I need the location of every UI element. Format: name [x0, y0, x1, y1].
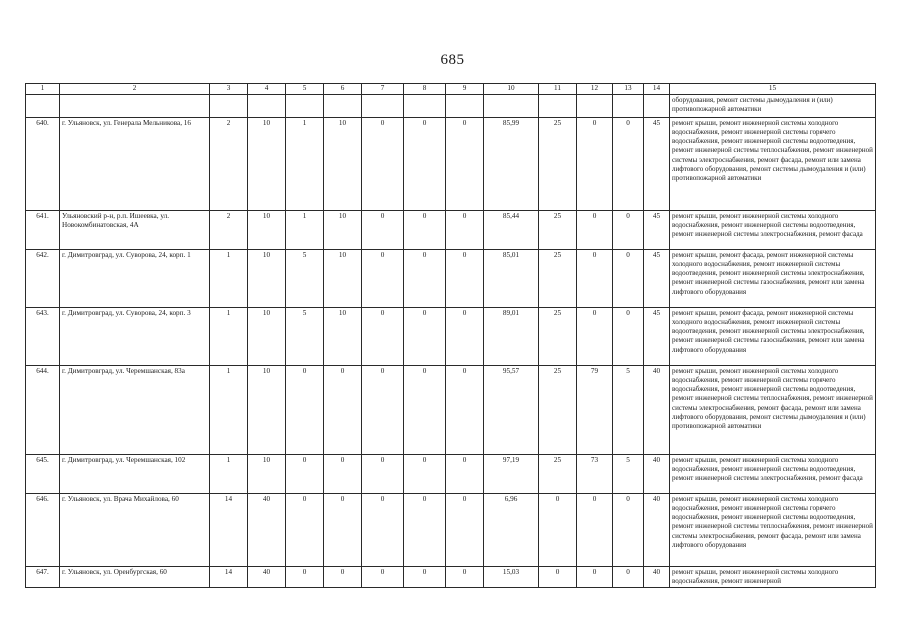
address: г. Ульяновск, ул. Оренбургская, 60 — [60, 566, 210, 588]
row-number: 645. — [26, 454, 60, 493]
column-number: 14 — [644, 84, 670, 95]
value-cell: 0 — [613, 493, 644, 566]
value-cell: 97,19 — [484, 454, 539, 493]
value-cell: 1 — [210, 365, 248, 454]
value-cell: 0 — [613, 307, 644, 365]
value-cell: 25 — [539, 307, 577, 365]
page-number: 685 — [440, 52, 465, 68]
column-number: 15 — [670, 84, 876, 95]
value-cell: 85,44 — [484, 210, 539, 249]
value-cell: 0 — [577, 493, 613, 566]
table-row — [26, 307, 876, 365]
value-cell: 0 — [362, 493, 404, 566]
value-cell: 0 — [286, 454, 324, 493]
row-number: 642. — [26, 249, 60, 307]
column-number: 12 — [577, 84, 613, 95]
row-number: 644. — [26, 365, 60, 454]
value-cell: 95,57 — [484, 365, 539, 454]
value-cell: 0 — [539, 493, 577, 566]
column-number: 4 — [248, 84, 286, 95]
value-cell: 10 — [324, 307, 362, 365]
column-number: 8 — [404, 84, 446, 95]
value-cell: 25 — [539, 365, 577, 454]
table-row — [26, 454, 876, 493]
value-cell: 40 — [644, 566, 670, 588]
value-cell: 0 — [404, 454, 446, 493]
column-number: 10 — [484, 84, 539, 95]
value-cell: 0 — [577, 249, 613, 307]
value-cell: 1 — [210, 307, 248, 365]
column-number: 1 — [26, 84, 60, 95]
value-cell: 0 — [286, 566, 324, 588]
works-list: ремонт крыши, ремонт инженерной системы холодного водоснабжения, ремонт инженерной — [670, 566, 876, 588]
value-cell: 40 — [248, 566, 286, 588]
value-cell: 5 — [613, 365, 644, 454]
address: г. Димитровград, ул. Черемшанская, 102 — [60, 454, 210, 493]
value-cell: 5 — [613, 454, 644, 493]
value-cell: 14 — [210, 566, 248, 588]
table-row — [26, 249, 876, 307]
value-cell: 0 — [362, 454, 404, 493]
value-cell: 0 — [613, 117, 644, 210]
address: г. Димитровград, ул. Черемшанская, 83а — [60, 365, 210, 454]
value-cell: 25 — [539, 249, 577, 307]
value-cell: 89,01 — [484, 307, 539, 365]
value-cell: 0 — [539, 566, 577, 588]
value-cell: 10 — [248, 210, 286, 249]
value-cell: 10 — [248, 117, 286, 210]
value-cell: 0 — [404, 365, 446, 454]
value-cell: 0 — [446, 566, 484, 588]
value-cell: 45 — [644, 307, 670, 365]
row-number: 643. — [26, 307, 60, 365]
value-cell: 15,03 — [484, 566, 539, 588]
column-number: 13 — [613, 84, 644, 95]
value-cell: 10 — [324, 249, 362, 307]
table-body — [26, 117, 876, 588]
value-cell: 0 — [404, 493, 446, 566]
value-cell: 10 — [248, 307, 286, 365]
value-cell: 10 — [324, 210, 362, 249]
continuation-row — [26, 94, 876, 117]
value-cell: 1 — [210, 249, 248, 307]
works-list: ремонт крыши, ремонт инженерной системы холодного водоснабжения, ремонт инженерной системы горячего водоснабжения, ремонт инженерной системы водоотведения, ремонт инженерной системы теплоснабжения, ремонт инженерной системы электроснабжения, ремонт фасада, ремонт или замена лифтового оборудования, ремонт системы дымоудаления и (или) противопожарной автоматики — [670, 365, 876, 454]
value-cell: 79 — [577, 365, 613, 454]
value-cell: 0 — [324, 454, 362, 493]
value-cell: 25 — [539, 210, 577, 249]
works-list: оборудования, ремонт системы дымоудаления и (или) противопожарной автоматики — [670, 94, 876, 117]
value-cell: 25 — [539, 117, 577, 210]
value-cell: 0 — [404, 566, 446, 588]
value-cell: 5 — [286, 307, 324, 365]
value-cell: 10 — [248, 454, 286, 493]
address: г. Ульяновск, ул. Генерала Мельникова, 16 — [60, 117, 210, 210]
column-number: 5 — [286, 84, 324, 95]
value-cell: 1 — [286, 117, 324, 210]
value-cell: 1 — [286, 210, 324, 249]
works-list: ремонт крыши, ремонт фасада, ремонт инженерной системы холодного водоснабжения, ремонт инженерной системы водоотведения, ремонт инженерной системы электроснабжения, ремонт инженерной системы газоснабжения, ремонт или замена лифтового оборудования — [670, 249, 876, 307]
value-cell: 0 — [577, 307, 613, 365]
value-cell: 10 — [248, 249, 286, 307]
value-cell: 85,01 — [484, 249, 539, 307]
value-cell: 0 — [446, 365, 484, 454]
works-list: ремонт крыши, ремонт фасада, ремонт инженерной системы холодного водоснабжения, ремонт инженерной системы водоотведения, ремонт инженерной системы электроснабжения, ремонт инженерной системы газоснабжения, ремонт или замена лифтового оборудования — [670, 307, 876, 365]
address: Ульяновский р-н, р.п. Ишеевка, ул. Новокомбинатовская, 4А — [60, 210, 210, 249]
works-list: ремонт крыши, ремонт инженерной системы холодного водоснабжения, ремонт инженерной системы водоотведения, ремонт инженерной системы электроснабжения, ремонт фасада — [670, 210, 876, 249]
column-number-row — [26, 84, 876, 95]
table-row — [26, 117, 876, 210]
value-cell: 0 — [286, 493, 324, 566]
value-cell: 10 — [324, 117, 362, 210]
works-list: ремонт крыши, ремонт инженерной системы холодного водоснабжения, ремонт инженерной системы водоотведения, ремонт инженерной системы электроснабжения, ремонт фасада — [670, 454, 876, 493]
value-cell: 73 — [577, 454, 613, 493]
row-number: 646. — [26, 493, 60, 566]
value-cell: 10 — [248, 365, 286, 454]
row-number: 640. — [26, 117, 60, 210]
repair-program-table — [25, 83, 876, 588]
value-cell: 0 — [404, 117, 446, 210]
value-cell: 40 — [644, 454, 670, 493]
address: г. Ульяновск, ул. Врача Михайлова, 60 — [60, 493, 210, 566]
value-cell: 0 — [362, 117, 404, 210]
value-cell: 45 — [644, 117, 670, 210]
value-cell: 0 — [362, 365, 404, 454]
value-cell: 0 — [613, 249, 644, 307]
value-cell: 0 — [286, 365, 324, 454]
value-cell: 0 — [324, 566, 362, 588]
value-cell: 2 — [210, 210, 248, 249]
value-cell: 0 — [446, 117, 484, 210]
row-number: 647. — [26, 566, 60, 588]
value-cell: 0 — [613, 210, 644, 249]
address: г. Димитровград, ул. Суворова, 24, корп. 3 — [60, 307, 210, 365]
value-cell: 0 — [446, 454, 484, 493]
value-cell: 0 — [577, 210, 613, 249]
table-row — [26, 210, 876, 249]
value-cell: 85,99 — [484, 117, 539, 210]
value-cell: 0 — [362, 307, 404, 365]
value-cell: 40 — [248, 493, 286, 566]
value-cell: 0 — [577, 117, 613, 210]
value-cell: 45 — [644, 210, 670, 249]
value-cell: 14 — [210, 493, 248, 566]
column-number: 3 — [210, 84, 248, 95]
works-list: ремонт крыши, ремонт инженерной системы холодного водоснабжения, ремонт инженерной системы горячего водоснабжения, ремонт инженерной системы водоотведения, ремонт инженерной системы теплоснабжения, ремонт инженерной системы электроснабжения, ремонт фасада, ремонт или замена лифтового оборудования — [670, 493, 876, 566]
row-number: 641. — [26, 210, 60, 249]
value-cell: 25 — [539, 454, 577, 493]
value-cell: 0 — [404, 307, 446, 365]
value-cell: 0 — [577, 566, 613, 588]
value-cell: 2 — [210, 117, 248, 210]
value-cell: 40 — [644, 365, 670, 454]
column-number: 9 — [446, 84, 484, 95]
value-cell: 1 — [210, 454, 248, 493]
value-cell: 0 — [362, 249, 404, 307]
value-cell: 0 — [446, 493, 484, 566]
value-cell: 5 — [286, 249, 324, 307]
value-cell: 0 — [362, 566, 404, 588]
value-cell: 0 — [446, 249, 484, 307]
value-cell: 6,96 — [484, 493, 539, 566]
column-number: 7 — [362, 84, 404, 95]
value-cell: 0 — [446, 210, 484, 249]
value-cell: 45 — [644, 249, 670, 307]
address: г. Димитровград, ул. Суворова, 24, корп. 1 — [60, 249, 210, 307]
column-number: 2 — [60, 84, 210, 95]
table-row — [26, 365, 876, 454]
column-number: 11 — [539, 84, 577, 95]
value-cell: 0 — [404, 210, 446, 249]
column-number: 6 — [324, 84, 362, 95]
table-row — [26, 493, 876, 566]
value-cell: 0 — [324, 493, 362, 566]
value-cell: 0 — [404, 249, 446, 307]
value-cell: 0 — [446, 307, 484, 365]
value-cell: 0 — [324, 365, 362, 454]
works-list: ремонт крыши, ремонт инженерной системы холодного водоснабжения, ремонт инженерной системы горячего водоснабжения, ремонт инженерной системы водоотведения, ремонт инженерной системы теплоснабжения, ремонт инженерной системы электроснабжения, ремонт фасада, ремонт или замена лифтового оборудования, ремонт системы дымоудаления и (или) противопожарной автоматики — [670, 117, 876, 210]
value-cell: 0 — [613, 566, 644, 588]
table-row — [26, 566, 876, 588]
value-cell: 40 — [644, 493, 670, 566]
value-cell: 0 — [362, 210, 404, 249]
